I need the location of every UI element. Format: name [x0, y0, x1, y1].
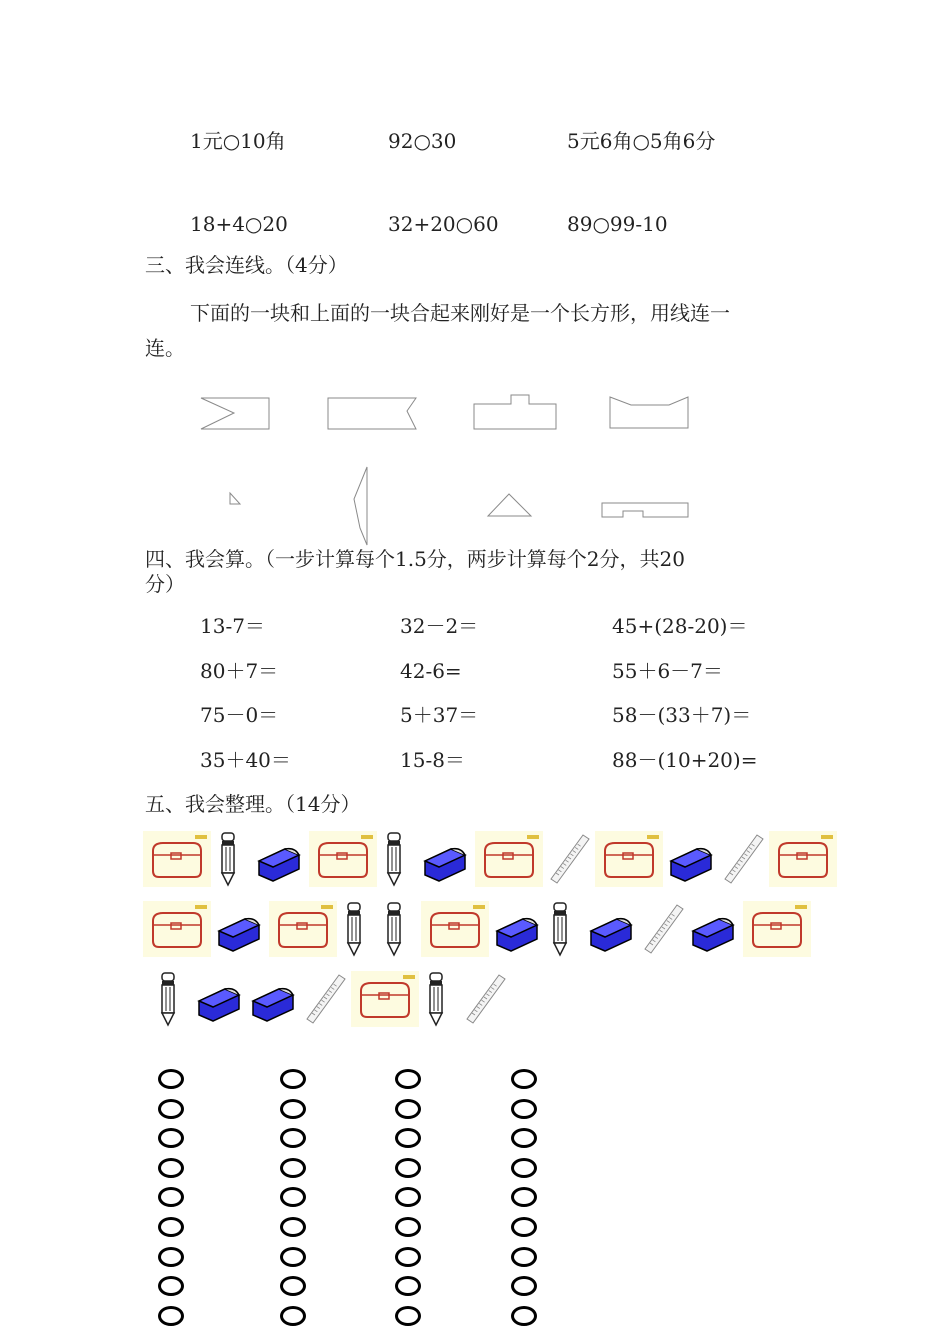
tally-circle[interactable] [511, 1276, 537, 1296]
bottom-shape-1[interactable] [229, 492, 243, 508]
calc-1-3: 45+(28-20)＝ [612, 614, 748, 638]
tally-circle[interactable] [158, 1276, 184, 1296]
compare-2-3: 89○99-10 [567, 212, 668, 236]
tally-circle[interactable] [511, 1069, 537, 1089]
tally-circle[interactable] [158, 1069, 184, 1089]
section4-title-1: 四、我会算。（一步计算每个1.5分，两步计算每个2分，共20 [145, 547, 685, 571]
compare-2-1: 18+4○20 [190, 212, 288, 236]
top-shape-4[interactable] [609, 396, 691, 432]
tally-circle[interactable] [511, 1158, 537, 1178]
tally-circle[interactable] [395, 1276, 421, 1296]
tally-circle[interactable] [158, 1247, 184, 1267]
tally-circle[interactable] [280, 1306, 306, 1326]
tally-circle[interactable] [395, 1247, 421, 1267]
bottom-shape-3[interactable] [487, 493, 535, 519]
tally-circle[interactable] [511, 1187, 537, 1207]
compare-2-2: 32+20○60 [388, 212, 499, 236]
calc-2-3: 55＋6－7＝ [612, 659, 723, 683]
bottom-shape-4[interactable] [601, 502, 691, 520]
tally-circle[interactable] [280, 1128, 306, 1148]
calc-2-2: 42-6= [400, 659, 462, 683]
tally-circle[interactable] [158, 1128, 184, 1148]
calc-3-3: 58－(33＋7)＝ [612, 703, 752, 727]
tally-circle[interactable] [158, 1217, 184, 1237]
tally-circle[interactable] [511, 1217, 537, 1237]
tally-circle[interactable] [395, 1099, 421, 1119]
calc-3-2: 5＋37＝ [400, 703, 479, 727]
tally-circle[interactable] [280, 1158, 306, 1178]
tally-circle[interactable] [395, 1069, 421, 1089]
tally-circle[interactable] [280, 1276, 306, 1296]
tally-circle[interactable] [395, 1217, 421, 1237]
tally-circle[interactable] [158, 1306, 184, 1326]
tally-circle[interactable] [280, 1217, 306, 1237]
tally-circle[interactable] [280, 1099, 306, 1119]
calc-2-1: 80＋7＝ [200, 659, 279, 683]
tally-circle[interactable] [280, 1187, 306, 1207]
tally-circle[interactable] [395, 1158, 421, 1178]
section3-instruction-2: 连。 [145, 336, 185, 360]
tally-circle[interactable] [511, 1128, 537, 1148]
compare-1-2: 92○30 [388, 129, 457, 153]
tally-circle[interactable] [158, 1187, 184, 1207]
section3-title: 三、我会连线。（4分） [145, 253, 348, 277]
calc-4-2: 15-8＝ [400, 748, 465, 772]
tally-circle[interactable] [280, 1247, 306, 1267]
tally-circle[interactable] [511, 1247, 537, 1267]
top-shape-2[interactable] [327, 397, 419, 433]
top-shape-1[interactable] [200, 397, 272, 433]
compare-1-3: 5元6角○5角6分 [567, 129, 716, 153]
calc-4-3: 88－(10+20)= [612, 748, 758, 772]
calc-4-1: 35＋40＝ [200, 748, 291, 772]
compare-1-1: 1元○10角 [190, 129, 286, 153]
tally-circle[interactable] [158, 1158, 184, 1178]
section5-title: 五、我会整理。（14分） [145, 792, 361, 816]
tally-circle[interactable] [511, 1306, 537, 1326]
bottom-shape-2[interactable] [353, 466, 371, 548]
tally-circle[interactable] [395, 1128, 421, 1148]
section3-instruction-1: 下面的一块和上面的一块合起来刚好是一个长方形，用线连一 [190, 301, 730, 325]
calc-1-1: 13-7＝ [200, 614, 265, 638]
tally-circle[interactable] [511, 1099, 537, 1119]
tally-circle[interactable] [158, 1099, 184, 1119]
top-shape-3[interactable] [473, 394, 559, 433]
section4-title-2: 分） [145, 572, 185, 596]
tally-circle[interactable] [395, 1306, 421, 1326]
calc-1-2: 32－2＝ [400, 614, 479, 638]
calc-3-1: 75－0＝ [200, 703, 279, 727]
tally-circle[interactable] [395, 1187, 421, 1207]
tally-circle[interactable] [280, 1069, 306, 1089]
